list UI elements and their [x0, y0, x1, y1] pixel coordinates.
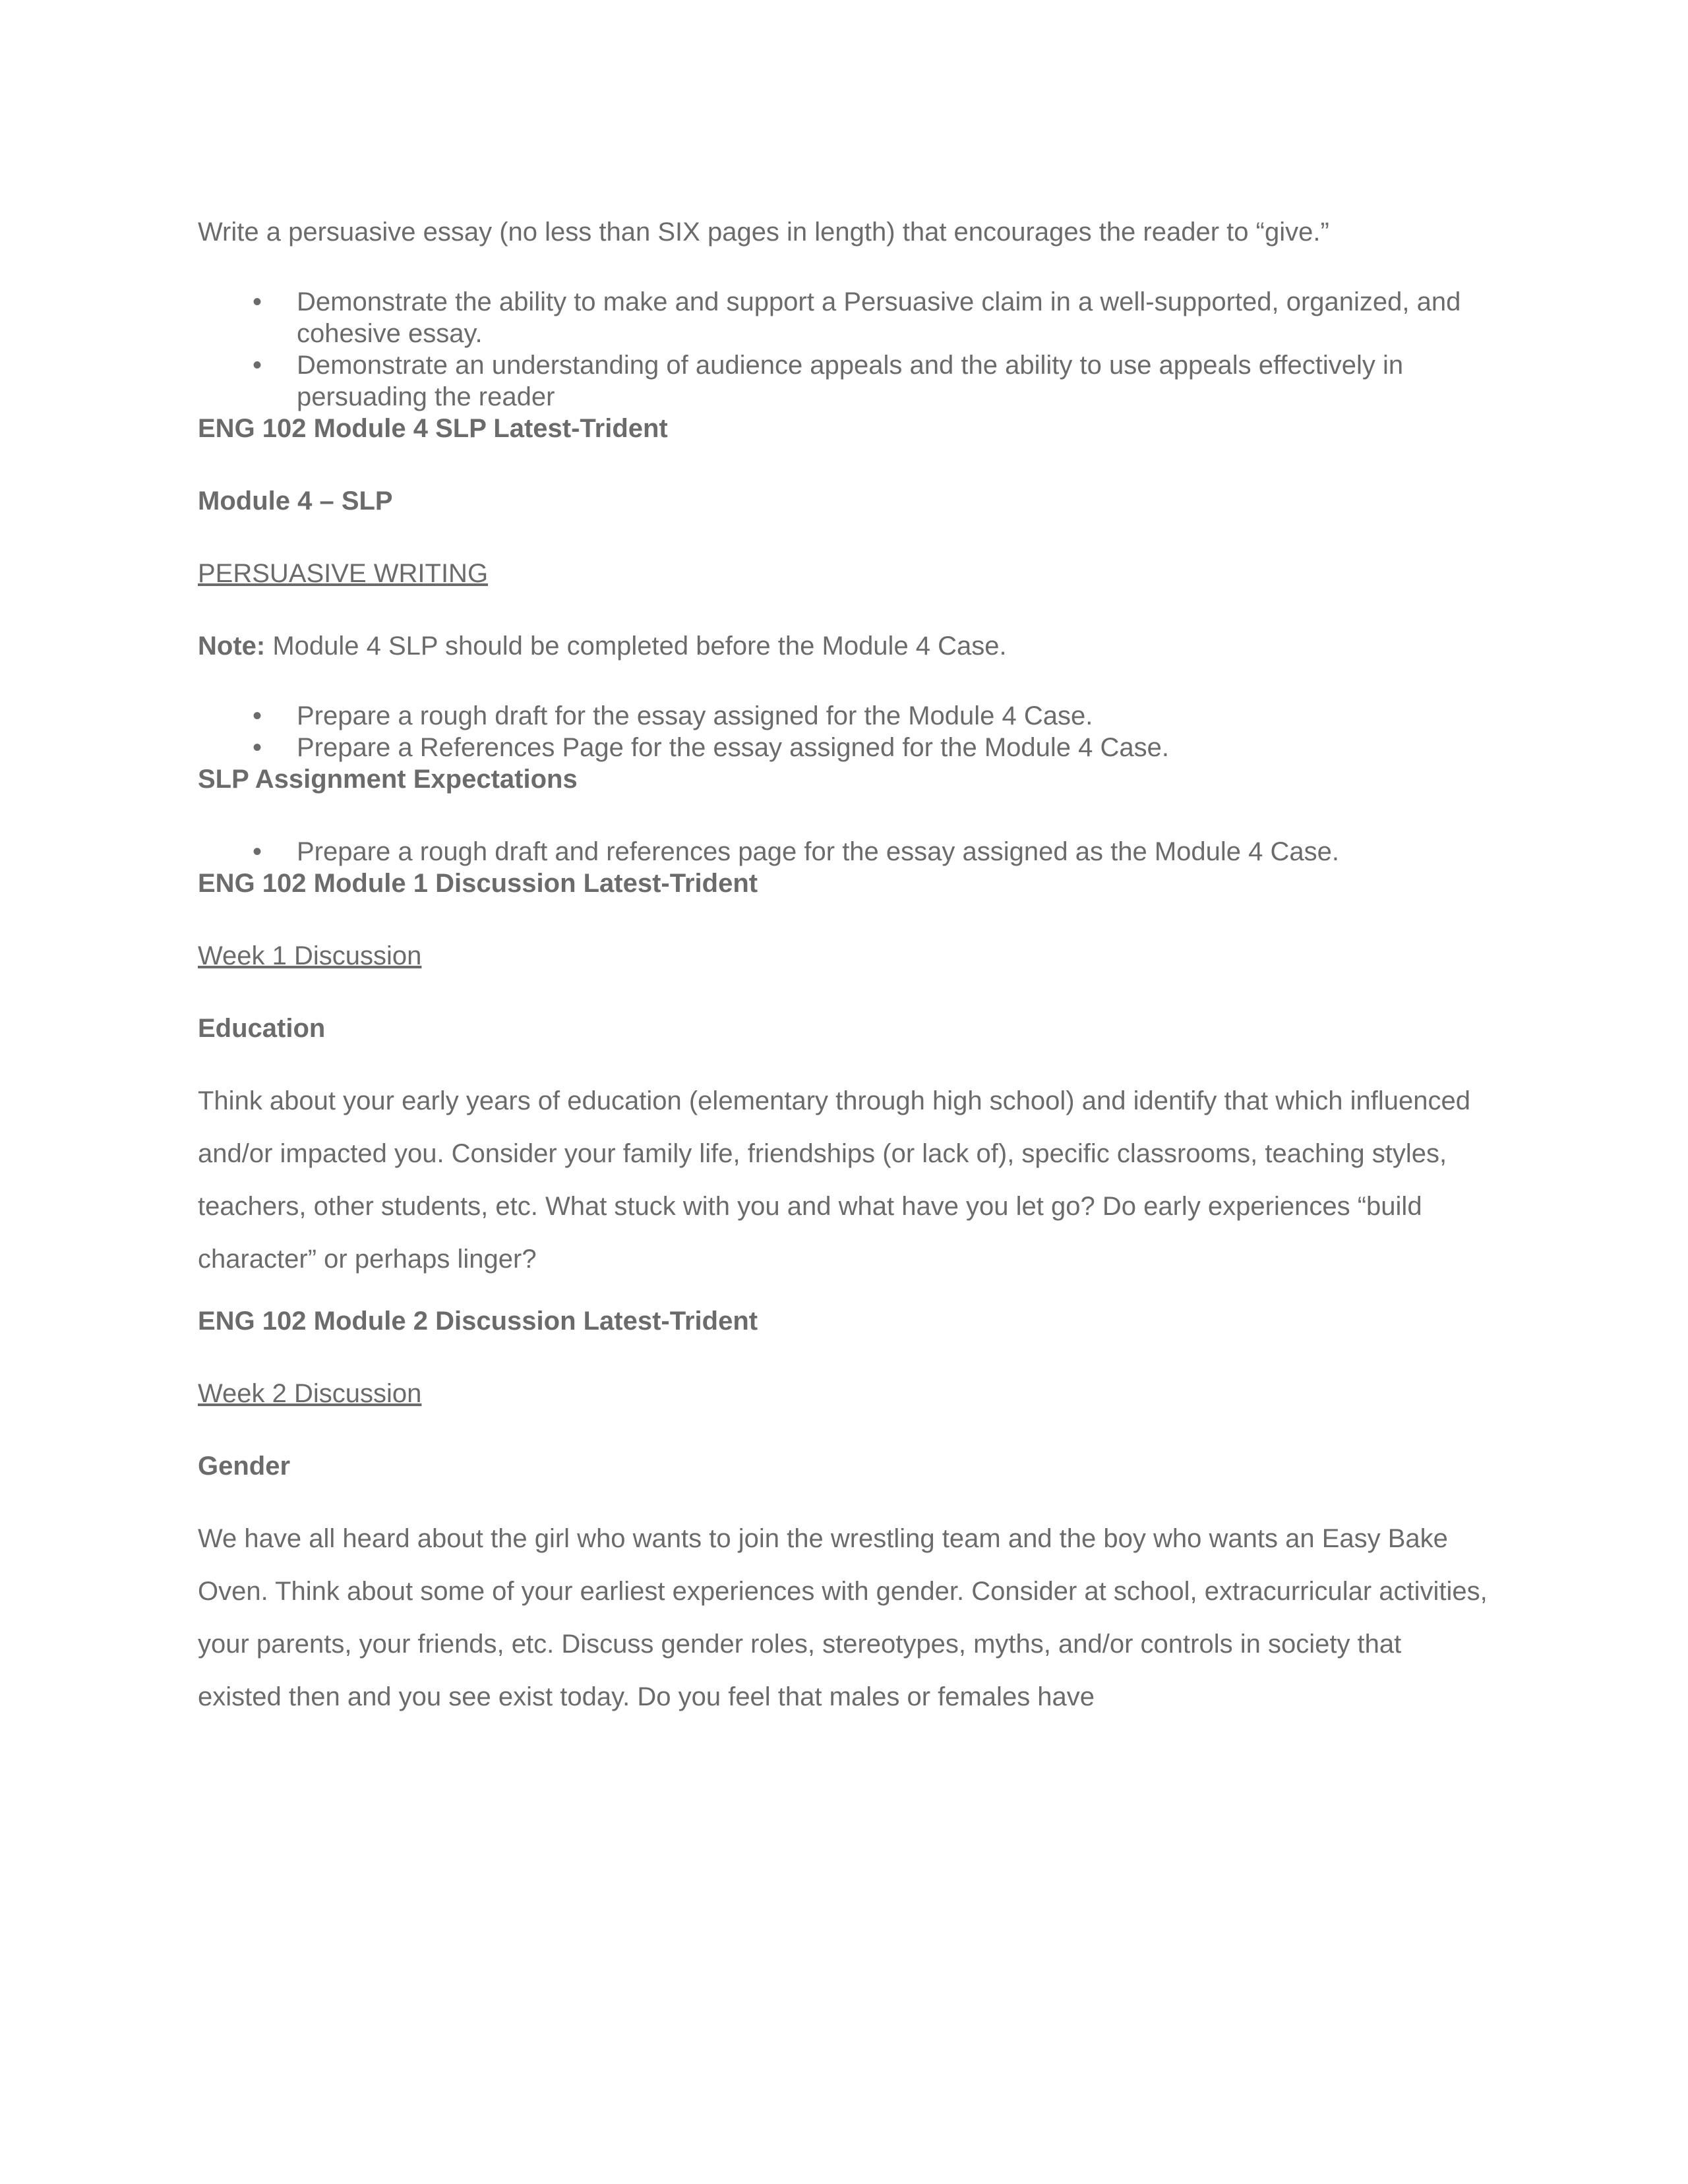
module1-body: Think about your early years of education (elementary through high school) and identify that which influenced and/or impacted you. Consider your family life, friendships (or lack of), specific classrooms, teaching styles, teachers, other students, etc. What stuck with you and what have you let go? Do early experiences “build character” or perhaps linger?	[198, 1086, 1471, 1274]
module4-note	[198, 630, 1490, 662]
list-item-text: Prepare a rough draft and references page for the essay assigned as the Module 4 Case.	[297, 837, 1339, 866]
module4-subheading: Module 4 – SLP	[198, 487, 393, 516]
module2-week-link: Week 2 Discussion	[198, 1379, 422, 1408]
expectations-list	[198, 836, 1490, 868]
module4-topic: PERSUASIVE WRITING	[198, 559, 489, 588]
module2-topic: Gender	[198, 1452, 291, 1481]
module4-task-list	[198, 700, 1490, 763]
list-item	[198, 732, 1490, 763]
module2-heading: ENG 102 Module 2 Discussion Latest-Trident	[198, 1307, 758, 1336]
bullet-icon: •	[252, 701, 262, 730]
essay-objectives-list	[198, 286, 1490, 413]
module4-heading: ENG 102 Module 4 SLP Latest-Trident	[198, 414, 668, 443]
list-item	[198, 836, 1490, 868]
expectations-heading: SLP Assignment Expectations	[198, 765, 578, 794]
bullet-icon: •	[252, 837, 262, 866]
module1-topic: Education	[198, 1014, 326, 1043]
list-item	[198, 700, 1490, 732]
module1-week-link: Week 1 Discussion	[198, 941, 422, 970]
list-item-text: Demonstrate an understanding of audience appeals and the ability to use appeals effectively in persuading the reader	[297, 351, 1404, 411]
bullet-icon: •	[252, 733, 262, 762]
bullet-icon: •	[252, 287, 262, 316]
module1-heading: ENG 102 Module 1 Discussion Latest-Trident	[198, 869, 758, 898]
list-item-text: Prepare a rough draft for the essay assigned for the Module 4 Case.	[297, 701, 1093, 730]
intro-paragraph: Write a persuasive essay (no less than SIX pages in length) that encourages the reader to “give.”	[198, 218, 1329, 247]
list-item	[198, 286, 1490, 349]
list-item-text: Prepare a References Page for the essay assigned for the Module 4 Case.	[297, 733, 1169, 762]
module2-body: We have all heard about the girl who wants to join the wrestling team and the boy who wants an Easy Bake Oven. Think about some of your earliest experiences with gender. Consider at school, extracurricular activities, your parents, your friends, etc. Discuss gender roles, stereotypes, myths, and/or controls in society that existed then and you see exist today. Do you feel that males or females have	[198, 1524, 1488, 1711]
list-item	[198, 349, 1490, 413]
document-content	[198, 216, 1490, 1723]
note-text: Module 4 SLP should be completed before the Module 4 Case.	[265, 632, 1007, 661]
note-label: Note:	[198, 632, 266, 661]
list-item-text: Demonstrate the ability to make and support a Persuasive claim in a well-supported, organized, and cohesive essay.	[297, 287, 1461, 348]
bullet-icon: •	[252, 351, 262, 380]
